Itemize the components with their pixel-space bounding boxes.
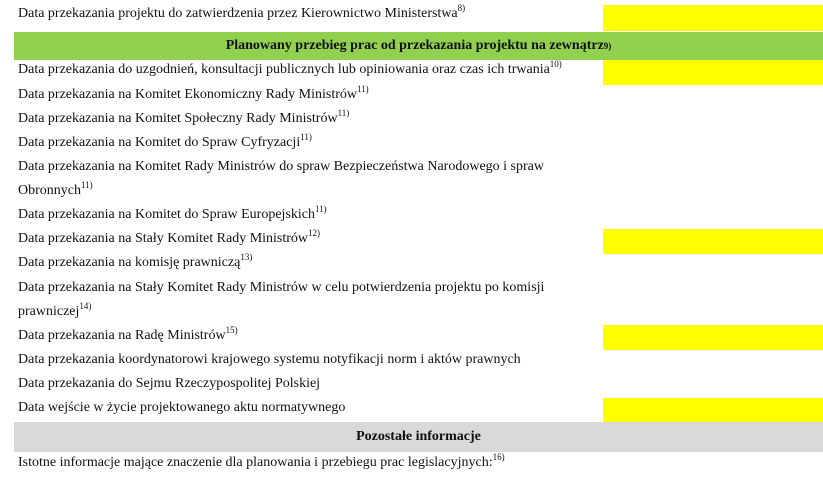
row-economic-committee-label: Data przekazania na Komitet Ekonomiczny Rady Ministrów$^{11)}$ [18, 84, 369, 102]
consultations-date-field[interactable] [603, 60, 823, 85]
row-legal-commission-label: Data przekazania na komisję prawniczą$^{13)}$ [18, 252, 253, 270]
section-planned-header: Planowany przebieg prac od przekazania projektu na zewnątrz 9) [14, 32, 823, 60]
row-consultations-label: Data przekazania do uzgodnień, konsultacji publicznych lub opiniowania oraz czas ich trwania$^{10)}$ [18, 59, 562, 77]
row-digitalization-committee-label: Data przekazania na Komitet do Spraw Cyfryzacji$^{11)}$ [18, 132, 312, 150]
row-social-committee-label: Data przekazania na Komitet Społeczny Rady Ministrów$^{11)}$ [18, 108, 350, 126]
row-standing-committee-confirm-label: Data przekazania na Stały Komitet Rady Ministrów w celu potwierdzenia projektu po komisji [18, 280, 545, 295]
row-european-committee-label: Data przekazania na Komitet do Spraw Europejskich$^{11)}$ [18, 204, 327, 222]
row-submission-approval-label: Data przekazania projektu do zatwierdzenia przez Kierownictwo Ministerstwa$^{8)}$ [18, 3, 466, 21]
row-council-of-ministers-label: Data przekazania na Radę Ministrów$^{15)}$ [18, 325, 238, 343]
row-standing-committee-confirm-label-cont: prawniczej$^{14)}$ [18, 301, 92, 319]
other-info-label: Istotne informacje mające znaczenie dla planowania i przebiegu prac legislacyjnych:$^{16)}$ [18, 452, 505, 470]
section-other-header: Pozostałe informacje [14, 422, 823, 452]
entry-into-force-date-field[interactable] [603, 398, 823, 422]
council-of-ministers-date-field[interactable] [603, 325, 823, 350]
row-sejm-label: Data przekazania do Sejmu Rzeczypospolitej Polskiej [18, 376, 321, 391]
row-security-committee-label-cont: Obronnych$^{11)}$ [18, 180, 93, 198]
standing-committee-date-field[interactable] [603, 229, 823, 254]
row-entry-into-force-label: Data wejście w życie projektowanego aktu normatywnego [18, 400, 346, 415]
row-standing-committee-label: Data przekazania na Stały Komitet Rady Ministrów$^{12)}$ [18, 228, 321, 246]
submission-approval-date-field[interactable] [603, 5, 823, 31]
row-security-committee-label: Data przekazania na Komitet Rady Ministrów do spraw Bezpieczeństwa Narodowego i spraw [18, 159, 544, 174]
row-notification-coordinator-label: Data przekazania koordynatorowi krajowego systemu notyfikacji norm i aktów prawnych [18, 352, 521, 367]
